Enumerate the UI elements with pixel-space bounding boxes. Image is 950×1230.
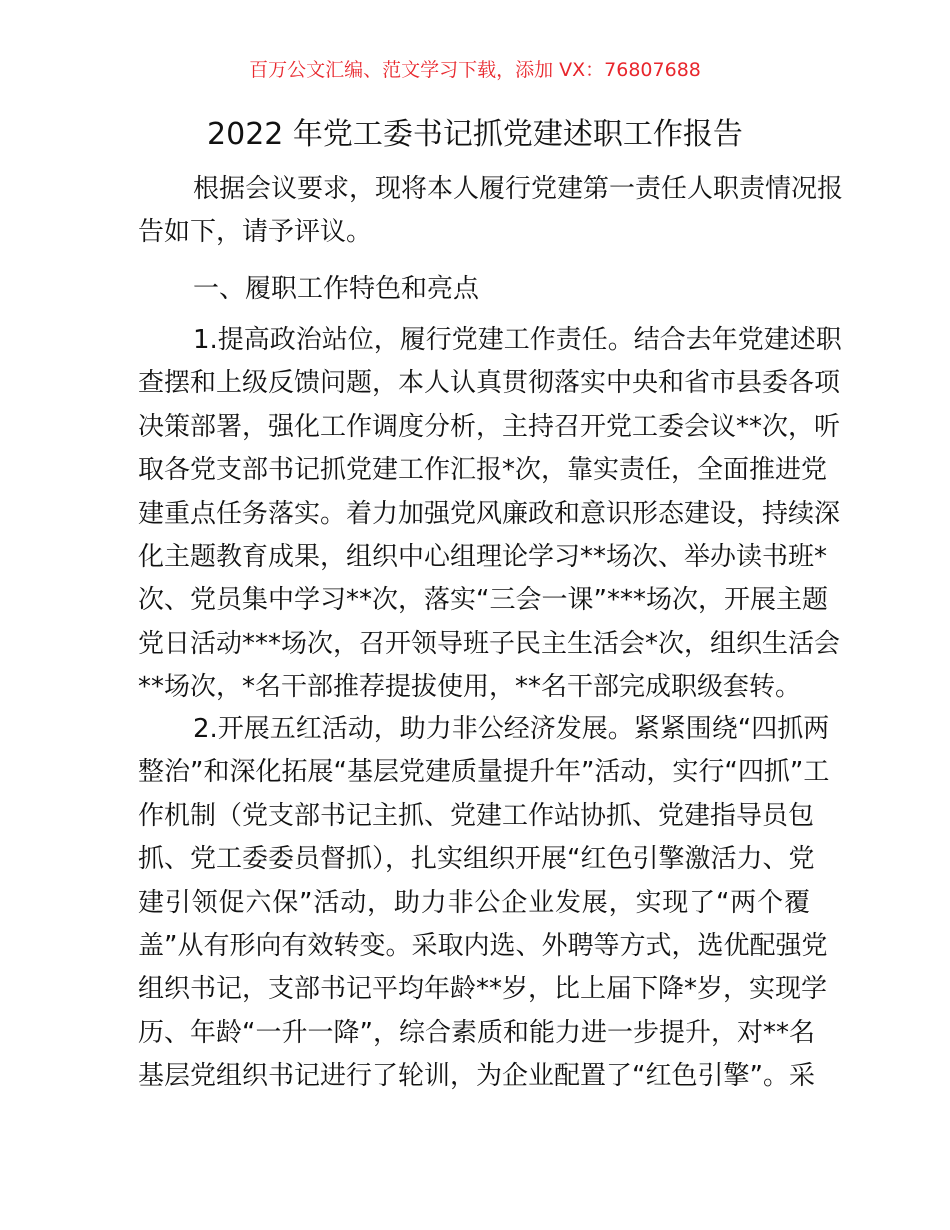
text-line: 建引领促六保”活动，助力非公企业发展，实现了“两个覆 xyxy=(138,887,810,918)
text-line: 次、党员集中学习**次，落实“三会一课”***场次，开展主题 xyxy=(138,585,828,616)
text-line: 基层党组织书记进行了轮训，为企业配置了“红色引擎”。采 xyxy=(138,1061,815,1092)
text-line: 一、履职工作特色和亮点 xyxy=(193,274,480,304)
text-line: 2.开展五红活动，助力非公经济发展。紧紧围绕“四抓两 xyxy=(193,714,830,744)
text-line: 组织书记，支部书记平均年龄**岁，比上届下降*岁，实现学 xyxy=(138,974,828,1005)
section-heading xyxy=(138,268,810,311)
text-line: **场次，*名干部推荐提拔使用，**名干部完成职级套转。 xyxy=(138,672,802,703)
text-line: 取各党支部书记抓党建工作汇报*次，靠实责任，全面推进党 xyxy=(138,455,828,486)
header-banner: 百万公文汇编、范文学习下载，添加 VX：76807688 xyxy=(249,59,701,81)
paragraph-2 xyxy=(138,708,830,1099)
text-line: 抓、党工委委员督抓），扎实组织开展“红色引擎激活力、党 xyxy=(138,844,815,875)
paragraph-1 xyxy=(138,319,842,710)
text-line: 历、年龄“一升一降”，综合素质和能力进一步提升，对**名 xyxy=(138,1017,815,1048)
text-line: 作机制（党支部书记主抓、党建工作站协抓、党建指导员包 xyxy=(138,800,815,831)
text-line: 告如下，请予评议。 xyxy=(138,217,373,248)
document-title: 2022 年党工委书记抓党建述职工作报告 xyxy=(207,117,743,152)
text-line: 盖”从有形向有效转变。采取内选、外聘等方式，选优配强党 xyxy=(138,930,828,961)
text-line: 查摆和上级反馈问题，本人认真贯彻落实中央和省市县委各项 xyxy=(138,368,841,399)
text-line: 整治”和深化拓展“基层党建质量提升年”活动，实行“四抓”工 xyxy=(138,757,830,788)
text-line: 党日活动***场次，召开领导班子民主生活会*次，组织生活会 xyxy=(138,628,841,659)
text-line: 1.提高政治站位，履行党建工作责任。结合去年党建述职 xyxy=(193,325,842,355)
intro-paragraph xyxy=(138,168,844,255)
text-line: 根据会议要求，现将本人履行党建第一责任人职责情况报 xyxy=(193,174,844,204)
text-line: 化主题教育成果，组织中心组理论学习**场次、举办读书班* xyxy=(138,541,828,572)
text-line: 建重点任务落实。着力加强党风廉政和意识形态建设，持续深 xyxy=(138,498,841,529)
text-line: 决策部署，强化工作调度分析，主持召开党工委会议**次，听 xyxy=(138,411,841,442)
